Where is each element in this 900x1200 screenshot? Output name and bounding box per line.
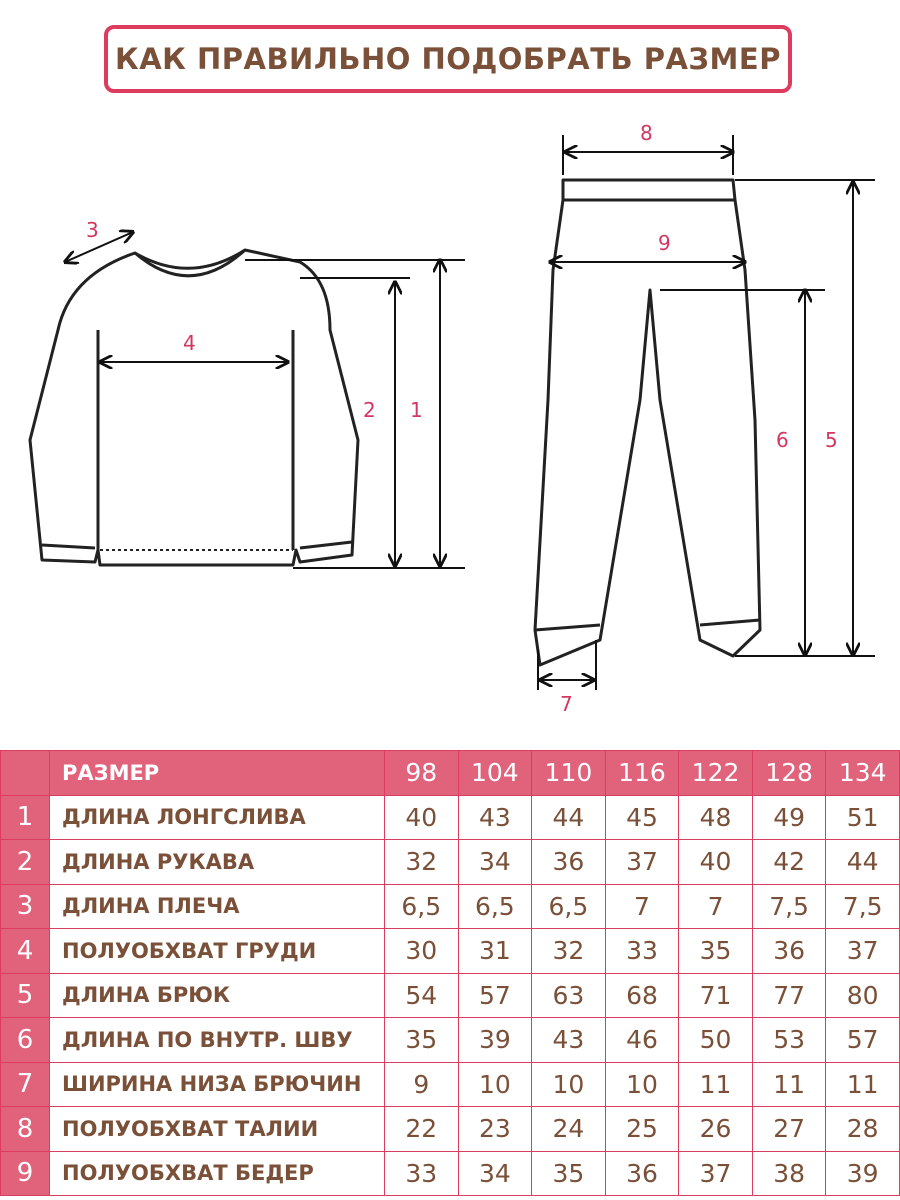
table-cell: 26 xyxy=(679,1107,753,1152)
table-cell: 11 xyxy=(826,1062,900,1107)
table-cell: 23 xyxy=(458,1107,532,1152)
table-cell: 34 xyxy=(458,840,532,885)
table-cell: 48 xyxy=(679,795,753,840)
table-cell: 7 xyxy=(679,884,753,929)
table-cell: 36 xyxy=(532,840,606,885)
label-1: 1 xyxy=(410,398,423,422)
row-label: ДЛИНА ЛОНГСЛИВА xyxy=(50,795,385,840)
table-cell: 25 xyxy=(605,1107,679,1152)
table-cell: 36 xyxy=(752,929,826,974)
table-cell: 63 xyxy=(532,973,606,1018)
table-cell: 45 xyxy=(605,795,679,840)
row-label: ДЛИНА ПО ВНУТР. ШВУ xyxy=(50,1018,385,1063)
table-cell: 7 xyxy=(605,884,679,929)
table-cell: 57 xyxy=(458,973,532,1018)
table-row xyxy=(1,840,900,885)
row-number: 5 xyxy=(1,973,50,1018)
table-cell: 42 xyxy=(752,840,826,885)
row-number: 8 xyxy=(1,1107,50,1152)
table-row xyxy=(1,1062,900,1107)
size-header: 104 xyxy=(458,751,532,796)
table-cell: 10 xyxy=(532,1062,606,1107)
table-cell: 39 xyxy=(826,1151,900,1196)
label-3: 3 xyxy=(86,218,99,242)
label-5: 5 xyxy=(825,428,838,452)
table-cell: 7,5 xyxy=(826,884,900,929)
table-cell: 46 xyxy=(605,1018,679,1063)
size-header: 128 xyxy=(752,751,826,796)
row-number: 6 xyxy=(1,1018,50,1063)
page-title: КАК ПРАВИЛЬНО ПОДОБРАТЬ РАЗМЕР xyxy=(115,42,781,76)
corner-cell xyxy=(1,751,50,796)
table-cell: 9 xyxy=(385,1062,459,1107)
longsleeve-outline xyxy=(30,250,358,565)
table-cell: 44 xyxy=(532,795,606,840)
table-cell: 49 xyxy=(752,795,826,840)
table-cell: 33 xyxy=(605,929,679,974)
row-number: 7 xyxy=(1,1062,50,1107)
table-cell: 27 xyxy=(752,1107,826,1152)
table-cell: 44 xyxy=(826,840,900,885)
table-cell: 35 xyxy=(679,929,753,974)
table-cell: 35 xyxy=(385,1018,459,1063)
table-cell: 37 xyxy=(826,929,900,974)
row-number: 1 xyxy=(1,795,50,840)
table-row xyxy=(1,795,900,840)
table-cell: 40 xyxy=(679,840,753,885)
label-2: 2 xyxy=(363,398,376,422)
table-cell: 24 xyxy=(532,1107,606,1152)
measurement-diagram xyxy=(0,110,900,720)
table-cell: 38 xyxy=(752,1151,826,1196)
table-row xyxy=(1,929,900,974)
row-label: ДЛИНА ПЛЕЧА xyxy=(50,884,385,929)
row-label: ДЛИНА РУКАВА xyxy=(50,840,385,885)
size-table xyxy=(0,750,900,1196)
table-cell: 80 xyxy=(826,973,900,1018)
table-row xyxy=(1,1107,900,1152)
size-header: 110 xyxy=(532,751,606,796)
table-row xyxy=(1,1018,900,1063)
table-cell: 32 xyxy=(385,840,459,885)
table-header-row xyxy=(1,751,900,796)
table-cell: 54 xyxy=(385,973,459,1018)
label-8: 8 xyxy=(640,121,653,145)
row-number: 2 xyxy=(1,840,50,885)
table-cell: 6,5 xyxy=(458,884,532,929)
label-7: 7 xyxy=(560,692,573,716)
table-cell: 34 xyxy=(458,1151,532,1196)
table-cell: 11 xyxy=(679,1062,753,1107)
size-header: 134 xyxy=(826,751,900,796)
label-4: 4 xyxy=(183,331,196,355)
pants-outline xyxy=(535,180,760,665)
table-cell: 35 xyxy=(532,1151,606,1196)
row-label: ШИРИНА НИЗА БРЮЧИН xyxy=(50,1062,385,1107)
table-row xyxy=(1,884,900,929)
table-row xyxy=(1,1151,900,1196)
table-cell: 37 xyxy=(605,840,679,885)
table-cell: 6,5 xyxy=(532,884,606,929)
size-header: 116 xyxy=(605,751,679,796)
table-cell: 37 xyxy=(679,1151,753,1196)
row-label: ДЛИНА БРЮК xyxy=(50,973,385,1018)
header-label: РАЗМЕР xyxy=(50,751,385,796)
table-cell: 28 xyxy=(826,1107,900,1152)
title-banner xyxy=(104,25,792,93)
label-9: 9 xyxy=(658,231,671,255)
table-cell: 68 xyxy=(605,973,679,1018)
row-number: 4 xyxy=(1,929,50,974)
table-cell: 31 xyxy=(458,929,532,974)
table-cell: 10 xyxy=(458,1062,532,1107)
table-cell: 30 xyxy=(385,929,459,974)
row-label: ПОЛУОБХВАТ ГРУДИ xyxy=(50,929,385,974)
table-cell: 71 xyxy=(679,973,753,1018)
size-header: 98 xyxy=(385,751,459,796)
row-label: ПОЛУОБХВАТ БЕДЕР xyxy=(50,1151,385,1196)
table-cell: 51 xyxy=(826,795,900,840)
table-cell: 7,5 xyxy=(752,884,826,929)
row-number: 3 xyxy=(1,884,50,929)
table-cell: 57 xyxy=(826,1018,900,1063)
table-cell: 36 xyxy=(605,1151,679,1196)
table-cell: 43 xyxy=(458,795,532,840)
table-cell: 77 xyxy=(752,973,826,1018)
table-cell: 53 xyxy=(752,1018,826,1063)
table-cell: 22 xyxy=(385,1107,459,1152)
row-number: 9 xyxy=(1,1151,50,1196)
table-cell: 50 xyxy=(679,1018,753,1063)
table-cell: 32 xyxy=(532,929,606,974)
table-cell: 6,5 xyxy=(385,884,459,929)
table-cell: 11 xyxy=(752,1062,826,1107)
table-cell: 33 xyxy=(385,1151,459,1196)
table-cell: 40 xyxy=(385,795,459,840)
table-cell: 10 xyxy=(605,1062,679,1107)
label-6: 6 xyxy=(776,428,789,452)
row-label: ПОЛУОБХВАТ ТАЛИИ xyxy=(50,1107,385,1152)
size-header: 122 xyxy=(679,751,753,796)
table-cell: 39 xyxy=(458,1018,532,1063)
table-cell: 43 xyxy=(532,1018,606,1063)
table-row xyxy=(1,973,900,1018)
